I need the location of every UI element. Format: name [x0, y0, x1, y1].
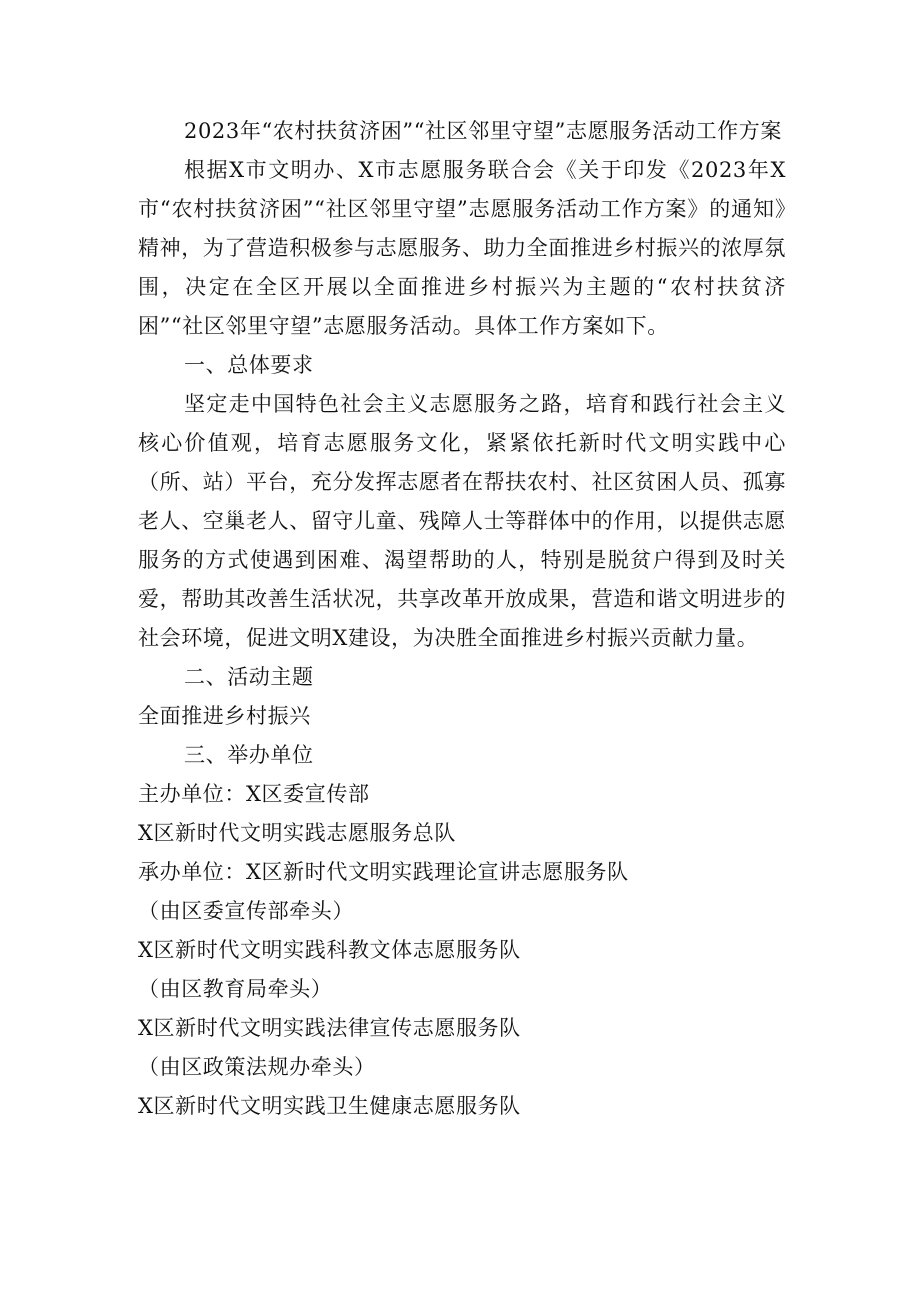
co-organizer-line: 承办单位：X区新时代文明实践理论宣讲志愿服务队	[138, 860, 629, 884]
section-heading-general-requirements: 一、总体要求	[184, 353, 314, 377]
section-heading-organizers: 三、举办单位	[184, 743, 314, 767]
organizer-line: X区新时代文明实践志愿服务总队	[138, 821, 456, 845]
intro-paragraph: 根据X市文明办、X市志愿服务联合会《关于印发《2023年X市“农村扶贫济困”“社区邻里守望”志愿服务活动工作方案》的通知》精神，为了营造积极参与志愿服务、助力全面推进乡村振兴的浓厚氛围，决定在全区开展以全面推进乡村振兴为主题的“农村扶贫济困”“社区邻里守望”志愿服务活动。具体工作方案如下。	[138, 158, 786, 338]
document-title: 2023年“农村扶贫济困”“社区邻里守望”志愿服务活动工作方案	[184, 119, 782, 143]
co-organizer-note: （由区政策法规办牵头）	[138, 1055, 376, 1079]
general-requirements-paragraph: 坚定走中国特色社会主义志愿服务之路，培育和践行社会主义核心价值观，培育志愿服务文化，紧紧依托新时代文明实践中心（所、站）平台，充分发挥志愿者在帮扶农村、社区贫困人员、孤寡老人、空巢老人、留守儿童、残障人士等群体中的作用，以提供志愿服务的方式使遇到困难、渴望帮助的人，特别是脱贫户得到及时关爱，帮助其改善生活状况，共享改革开放成果，营造和谐文明进步的社会环境，促进文明X建设，为决胜全面推进乡村振兴贡献力量。	[138, 392, 786, 650]
organizer-line: 主办单位：X区委宣传部	[138, 782, 370, 806]
co-organizer-line: X区新时代文明实践卫生健康志愿服务队	[138, 1094, 521, 1118]
document-body	[138, 112, 786, 1126]
section-heading-activity-theme: 二、活动主题	[184, 665, 314, 689]
co-organizer-line: X区新时代文明实践科教文体志愿服务队	[138, 938, 521, 962]
co-organizer-line: X区新时代文明实践法律宣传志愿服务队	[138, 1016, 521, 1040]
co-organizer-note: （由区委宣传部牵头）	[138, 899, 354, 923]
activity-theme-text: 全面推进乡村振兴	[138, 704, 311, 728]
co-organizer-note: （由区教育局牵头）	[138, 977, 333, 1001]
